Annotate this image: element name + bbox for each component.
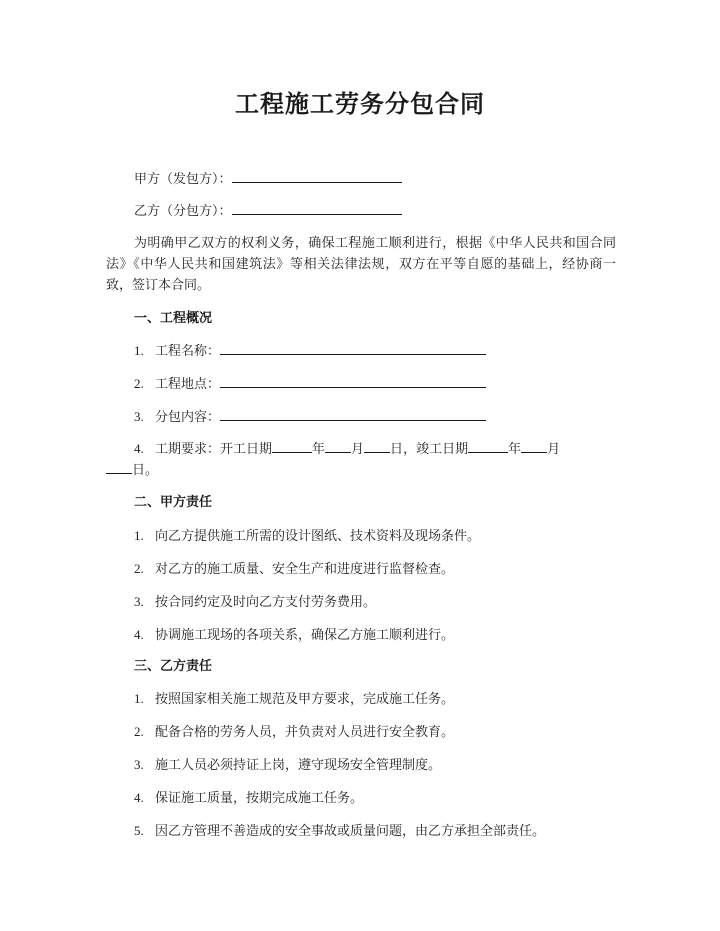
item-number: 2. bbox=[134, 561, 144, 576]
list-item bbox=[134, 822, 545, 841]
item-number: 1. bbox=[134, 528, 144, 543]
month-unit: 月 bbox=[351, 442, 365, 457]
start-day-blank[interactable] bbox=[364, 440, 390, 453]
item-number: 2. bbox=[134, 376, 144, 391]
project-location-label: 工程地点： bbox=[155, 377, 221, 392]
item-text: 协调施工现场的各项关系，确保乙方施工顺利进行。 bbox=[155, 628, 455, 643]
item-number: 5. bbox=[134, 823, 144, 838]
item-number: 3. bbox=[134, 757, 144, 772]
item-number: 3. bbox=[134, 594, 144, 609]
month-unit: 月 bbox=[547, 442, 561, 457]
list-item-schedule bbox=[134, 440, 560, 459]
list-item bbox=[134, 593, 376, 612]
end-month-blank[interactable] bbox=[521, 440, 547, 453]
section-heading-party-a: 二、甲方责任 bbox=[134, 495, 213, 510]
list-item bbox=[134, 408, 486, 427]
party-b-label: 乙方（分包方）： bbox=[134, 204, 232, 219]
item-number: 2. bbox=[134, 724, 144, 739]
list-item bbox=[134, 560, 454, 579]
end-year-blank[interactable] bbox=[468, 440, 508, 453]
subcontract-content-blank[interactable] bbox=[220, 408, 486, 421]
section-heading-project-overview: 一、工程概况 bbox=[134, 311, 213, 326]
end-punct: 。 bbox=[145, 463, 159, 478]
item-number: 1. bbox=[134, 691, 144, 706]
day-unit: 日 bbox=[132, 463, 146, 478]
document-title: 工程施工劳务分包合同 bbox=[235, 90, 485, 118]
list-item bbox=[134, 756, 441, 775]
item-number: 3. bbox=[134, 409, 144, 424]
list-item bbox=[134, 375, 486, 394]
start-year-blank[interactable] bbox=[272, 440, 312, 453]
year-unit: 年 bbox=[508, 442, 522, 457]
item-text: 因乙方管理不善造成的安全事故或质量问题，由乙方承担全部责任。 bbox=[155, 824, 546, 839]
project-name-label: 工程名称： bbox=[155, 344, 221, 359]
list-item bbox=[134, 690, 454, 709]
year-unit: 年 bbox=[312, 442, 326, 457]
day-unit: 日 bbox=[390, 442, 404, 457]
list-item bbox=[134, 723, 454, 742]
item-text: 保证施工质量，按期完成施工任务。 bbox=[155, 791, 364, 806]
subcontract-content-label: 分包内容： bbox=[155, 410, 221, 425]
project-name-blank[interactable] bbox=[220, 342, 486, 355]
party-b-blank[interactable] bbox=[232, 202, 402, 215]
party-b-line bbox=[134, 202, 402, 221]
list-item bbox=[134, 789, 363, 808]
project-location-blank[interactable] bbox=[220, 375, 486, 388]
item-text: 配备合格的劳务人员，并负责对人员进行安全教育。 bbox=[155, 725, 455, 740]
start-month-blank[interactable] bbox=[325, 440, 351, 453]
schedule-label: 工期要求：开工日期 bbox=[155, 442, 273, 457]
item-number: 4. bbox=[134, 790, 144, 805]
end-day-blank[interactable] bbox=[106, 461, 132, 474]
party-a-label: 甲方（发包方）： bbox=[134, 172, 232, 187]
item-number: 4. bbox=[134, 627, 144, 642]
list-item-schedule-cont bbox=[106, 461, 158, 480]
party-a-line bbox=[134, 170, 402, 189]
list-item bbox=[134, 626, 454, 645]
section-heading-party-b: 三、乙方责任 bbox=[134, 659, 213, 674]
item-text: 向乙方提供施工所需的设计图纸、技术资料及现场条件。 bbox=[155, 529, 481, 544]
list-item bbox=[134, 527, 480, 546]
item-text: 按照国家相关施工规范及甲方要求，完成施工任务。 bbox=[155, 692, 455, 707]
party-a-blank[interactable] bbox=[232, 170, 402, 183]
item-text: 施工人员必须持证上岗，遵守现场安全管理制度。 bbox=[155, 758, 442, 773]
item-text: 按合同约定及时向乙方支付劳务费用。 bbox=[155, 595, 377, 610]
list-item bbox=[134, 342, 486, 361]
item-text: 对乙方的施工质量、安全生产和进度进行监督检查。 bbox=[155, 562, 455, 577]
item-number: 4. bbox=[134, 441, 144, 456]
completion-label: ，竣工日期 bbox=[403, 442, 469, 457]
item-number: 1. bbox=[134, 343, 144, 358]
preamble-paragraph: 为明确甲乙双方的权利义务，确保工程施工顺利进行，根据《中华人民共和国合同法》《中华人民共和国建筑法》等相关法律法规，双方在平等自愿的基础上，经协商一致，签订本合同。 bbox=[106, 236, 616, 293]
